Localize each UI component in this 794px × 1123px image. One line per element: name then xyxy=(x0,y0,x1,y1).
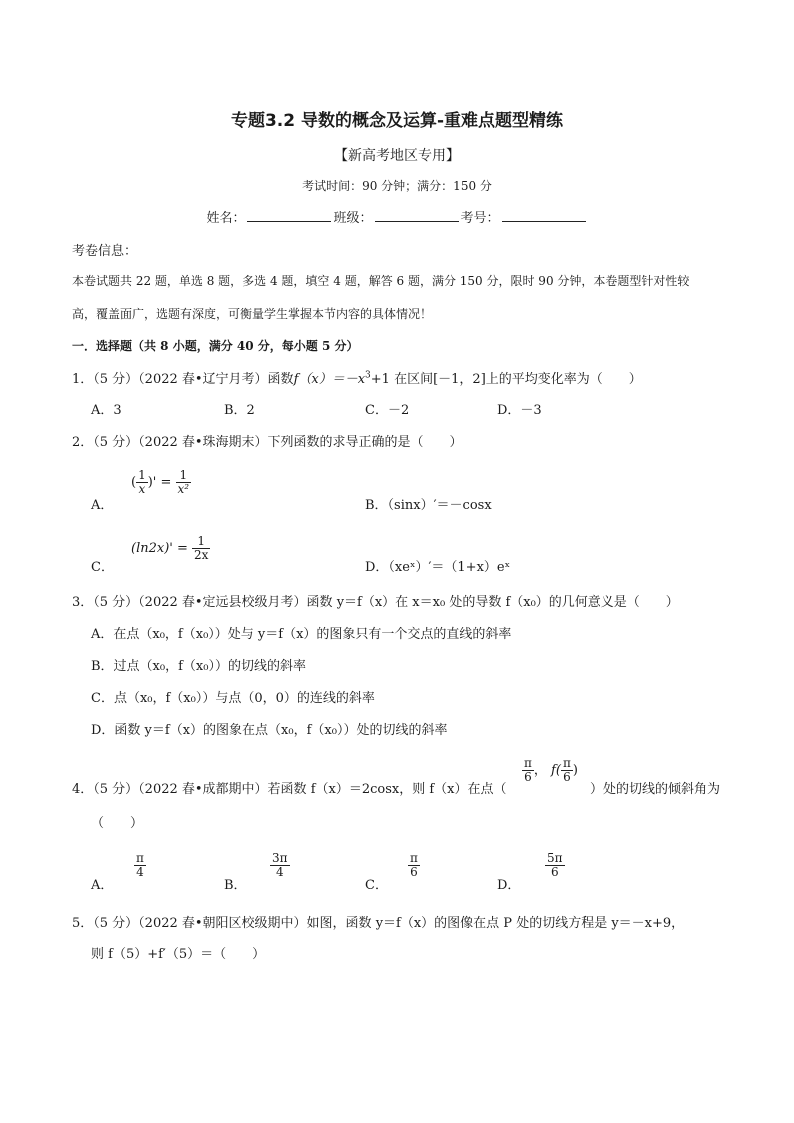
q4-option-d[interactable]: D． xyxy=(497,878,521,893)
info-heading: 考卷信息： xyxy=(72,244,138,259)
q4-option-b[interactable]: B． xyxy=(224,878,247,893)
q3-option-d[interactable]: D．函数 y＝f（x）的图象在点（x₀，f（x₀））处的切线的斜率 xyxy=(91,723,448,738)
name-label: 姓名： xyxy=(206,211,246,226)
region-subtitle: 【新高考地区专用】 xyxy=(334,148,460,164)
q2-stem: 2．（5 分）（2022 春•珠海期末）下列函数的求导正确的是（ ） xyxy=(72,435,463,450)
q1-option-a[interactable]: A．3 xyxy=(91,403,122,418)
q3-option-a[interactable]: A．在点（x₀，f（x₀））处与 y＝f（x）的图象只有一个交点的直线的斜率 xyxy=(91,627,512,642)
class-label: 班级： xyxy=(333,211,373,226)
id-label: 考号： xyxy=(460,211,500,226)
q3-stem: 3．（5 分）（2022 春•定远县校级月考）函数 y＝f（x）在 x＝x₀ 处的导数 f（x₀）的几何意义是（ ） xyxy=(72,595,679,610)
q2-a-formula: ( $\frac{1}{x}$ )' = $\frac{1}{\text{x²}}$ xyxy=(131,468,190,496)
q4-d-frac: $\frac{5\pi}{6}$ xyxy=(547,851,563,879)
q2-option-c[interactable]: C． xyxy=(91,560,114,575)
info-line-2: 高，覆盖面广，选题有深度，可衡量学生掌握本节内容的具体情况！ xyxy=(72,307,433,321)
q4-option-c[interactable]: C． xyxy=(365,878,388,893)
q4-a-frac: $\frac{\pi}{4}$ xyxy=(136,851,144,879)
exam-time: 考试时间：90 分钟；满分：150 分 xyxy=(302,179,492,193)
q1-option-c[interactable]: C．－2 xyxy=(365,403,410,418)
q5-stem-line-2: 则 f（5）+f′（5）＝（ ） xyxy=(91,947,266,962)
q2-option-d[interactable]: D．（xeˣ）′＝（1+x）eˣ xyxy=(365,560,511,575)
page-title: 专题3.2 导数的概念及运算-重难点题型精练 xyxy=(230,111,564,131)
q4-b-frac: $\frac{3\pi}{4}$ xyxy=(272,851,288,879)
class-blank[interactable] xyxy=(375,208,459,222)
q4-c-frac: $\frac{\pi}{6}$ xyxy=(410,851,418,879)
q4-stem: 4．（5 分）（2022 春•成都期中）若函数 f（x）＝2cosx，则 f（x）在点（ xyxy=(72,782,507,797)
q2-option-b[interactable]: B．（sinx）′＝－cosx xyxy=(365,498,492,513)
q2-c-formula: (ln2x)' = $\frac{1}{2x}$ xyxy=(131,534,209,562)
q1-option-b[interactable]: B．2 xyxy=(224,403,255,418)
section-heading: 一．选择题（共 8 小题，满分 40 分，每小题 5 分） xyxy=(72,339,359,353)
q3-option-c[interactable]: C．点（x₀，f（x₀））与点（0，0）的连线的斜率 xyxy=(91,691,375,706)
id-blank[interactable] xyxy=(502,208,586,222)
q4-option-a[interactable]: A． xyxy=(91,878,114,893)
q4-point-formula: $\frac{\pi}{6}$ ， f( $\frac{\pi}{6}$ ) xyxy=(524,756,578,784)
info-line-1: 本卷试题共 22 题，单选 8 题，多选 4 题，填空 4 题，解答 6 题，满分 150 分，限时 90 分钟，本卷题型针对性较 xyxy=(72,274,690,288)
student-info-row xyxy=(0,207,794,226)
q1-stem: 1．（5 分）（2022 春•辽宁月考）函数$f(x)=-x^3+1$ 在区间[－1，2]上的平均变化率为（ ） xyxy=(72,370,642,387)
q2-option-a[interactable]: A． xyxy=(91,498,114,513)
name-blank[interactable] xyxy=(247,208,331,222)
q3-option-b[interactable]: B．过点（x₀，f（x₀））的切线的斜率 xyxy=(91,659,306,674)
q4-paren: （ ） xyxy=(91,816,144,831)
q4-stem-end: ）处的切线的倾斜角为 xyxy=(590,782,721,797)
q5-stem-line-1: 5．（5 分）（2022 春•朝阳区校级期中）如图，函数 y＝f（x）的图像在点 P 处的切线方程是 y＝－x+9， xyxy=(72,916,685,931)
q1-option-d[interactable]: D．－3 xyxy=(497,403,542,418)
